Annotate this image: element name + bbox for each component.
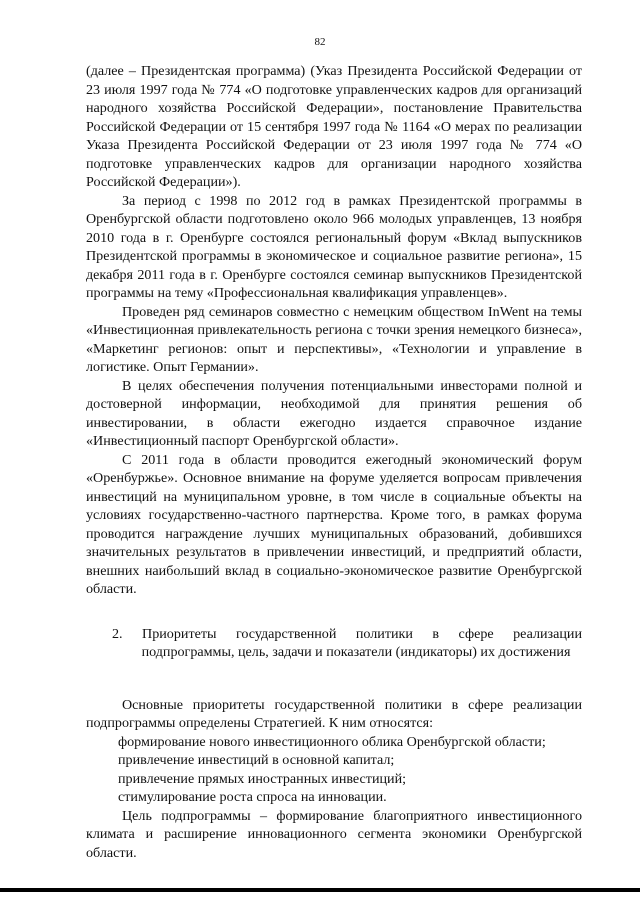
paragraph-presidential-program: (далее – Президентская программа) (Указ Президента Российской Федерации от 23 июля 1997 года № 774 «О подготовке управленческих кадров для организаций народного хозяйства Российской Федерации», постановление Правительства Российской Федерации от 15 сентября 1997 года № 1164 «О мерах по реализации Указа Президента Российской Федерации от 23 июля 1997 года № 774 «О подготовке управленческих кадров для организации народного хозяйства Российской Федерации»).	[86, 63, 582, 190]
section-heading: 2. Приоритеты государственной политики в сфере реализации подпрограммы, цель, задачи и показатели (индикаторы) их достижения	[112, 625, 582, 660]
page-number: 82	[314, 36, 326, 48]
document-body	[86, 62, 582, 862]
section-spacer	[86, 662, 582, 696]
list-item: формирование нового инвестиционного облика Оренбургской области;	[118, 733, 546, 750]
paragraph-managers-trained: За период с 1998 по 2012 год в рамках Президентской программы в Оренбургской области подготовлено около 966 молодых управленцев, 13 ноября 2010 года в г. Оренбурге состоялся региональный форум «Вклад выпускников Президентской программы в экономическое и социальное развитие региона», 15 декабря 2011 года в г. Оренбурге состоялся семинар выпускников Президентской программы на тему «Профессиональная квалификация управленцев».	[86, 192, 582, 301]
list-item: привлечение инвестиций в основной капитал;	[118, 752, 395, 768]
list-item: стимулирование роста спроса на инновации.	[118, 789, 387, 805]
paragraph-priorities-intro: Основные приоритеты государственной политики в сфере реализации подпрограммы определены Стратегией. К ним относятся:	[86, 696, 582, 731]
bottom-divider	[0, 888, 640, 892]
paragraph-economic-forum: С 2011 года в области проводится ежегодный экономический форум «Оренбуржье». Основное внимание на форуме уделяется вопросам привлечения инвестиций на муниципальном уровне, в том числе в социальные объекты на условиях государственно-частного партнерства. Кроме того, в рамках форума проводится награждение лучших муниципальных образований, добившихся значительных результатов в привлечении инвестиций, и предприятий области, внешних наибольший вклад в социально-экономическое развитие Оренбургской области.	[86, 451, 582, 597]
paragraph-program-goal: Цель подпрограммы – формирование благоприятного инвестиционного климата и расширение инновационного сегмента экономики Оренбургской области.	[86, 807, 582, 861]
paragraph-investment-passport: В целях обеспечения получения потенциальными инвесторами полной и достоверной информации, необходимой для принятия решения об инвестировании, в области ежегодно издается справочное издание «Инвестиционный паспорт Оренбургской области».	[86, 377, 582, 449]
paragraph-inwent-seminars: Проведен ряд семинаров совместно с немецким обществом InWent на темы «Инвестиционная привлекательность региона с точки зрения немецкого бизнеса», «Маркетинг регионов: опыт и перспективы», «Технологии и управление в логистике. Опыт Германии».	[86, 303, 582, 375]
list-item: привлечение прямых иностранных инвестиций;	[118, 770, 407, 787]
